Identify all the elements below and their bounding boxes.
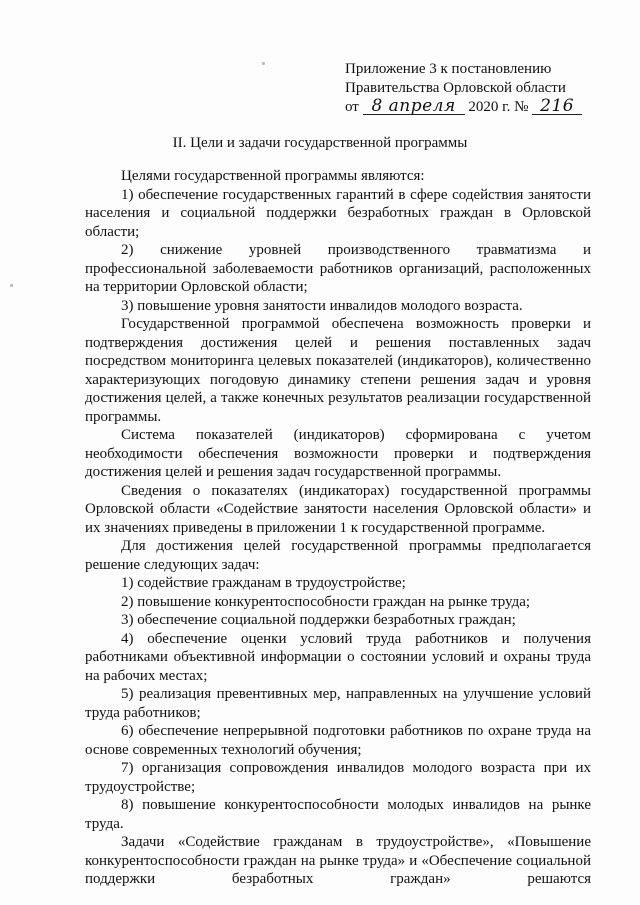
paragraph: 1) содействие гражданам в трудоустройстве; <box>121 575 406 591</box>
handwritten-number: 216 <box>532 98 582 115</box>
paragraph: 8) повышение конкурентоспособности молодых инвалидов на рынке труда. <box>85 797 591 832</box>
paragraph: 3) обеспечение социальной поддержки безработных граждан; <box>121 612 516 628</box>
paragraph: 5) реализация превентивных мер, направленных на улучшение условий труда работников; <box>85 686 591 721</box>
section-title: II. Цели и задачи государственной программы <box>172 135 468 151</box>
paragraph: 3) повышение уровня занятости инвалидов молодого возраста. <box>121 297 523 314</box>
header-year: 2020 г. № <box>468 99 529 115</box>
appendix-header <box>345 60 605 117</box>
paragraph: Задачи «Содействие гражданам в трудоустройстве», «Повышение конкурентоспособности граждан на рынке труда» и «Обеспечение социальной поддержки безработных граждан» решаются <box>85 834 591 887</box>
handwritten-date: 8 апреля <box>363 98 465 115</box>
document-body <box>85 167 591 889</box>
paragraph: 2) повышение конкурентоспособности граждан на рынке труда; <box>121 593 531 610</box>
paragraph: 6) обеспечение непрерывной подготовки работников по охране труда на основе современных технологий обучения; <box>85 723 591 758</box>
header-line-3 <box>345 98 605 117</box>
paragraph: Сведения о показателях (индикаторах) государственной программы Орловской области «Содействие занятости населения Орловской области» и их значениях приведены в приложении 1 к государственной программе. <box>85 482 591 536</box>
paragraph: 7) организация сопровождения инвалидов молодого возраста при их трудоустройстве; <box>85 760 591 795</box>
paragraph: Для достижения целей государственной программы предполагается решение следующих задач: <box>85 538 591 573</box>
scan-speck <box>10 284 13 287</box>
paragraph: 4) обеспечение оценки условий труда работников и получения работниками объективной информации о состоянии условий и охраны труда на рабочих местах; <box>85 630 591 684</box>
header-line-1: Приложение 3 к постановлению <box>345 61 552 77</box>
paragraph: Целями государственной программы являются: <box>121 168 425 184</box>
paragraph: 2) снижение уровней производственного травматизма и профессиональной заболеваемости работников организаций, расположенных на территории Орловской области; <box>85 242 591 295</box>
header-line-2: Правительства Орловской области <box>345 80 566 96</box>
header-prefix: от <box>345 99 359 115</box>
paragraph: 1) обеспечение государственных гарантий в сфере содействия занятости населения и социальной поддержки безработных граждан в Орловской области; <box>85 186 591 240</box>
paragraph: Система показателей (индикаторов) сформирована с учетом необходимости обеспечения возможности проверки и подтверждения достижения целей и решения задач государственной программы. <box>85 427 591 480</box>
scan-speck <box>262 62 265 65</box>
paragraph: Государственной программой обеспечена возможность проверки и подтверждения достижения целей и решения поставленных задач посредством мониторинга целевых показателей (индикаторов), количественно характеризующих погодовую динамику степени решения задач и уровня достижения целей, а также конечных результатов реализации государственной программы. <box>85 316 591 425</box>
